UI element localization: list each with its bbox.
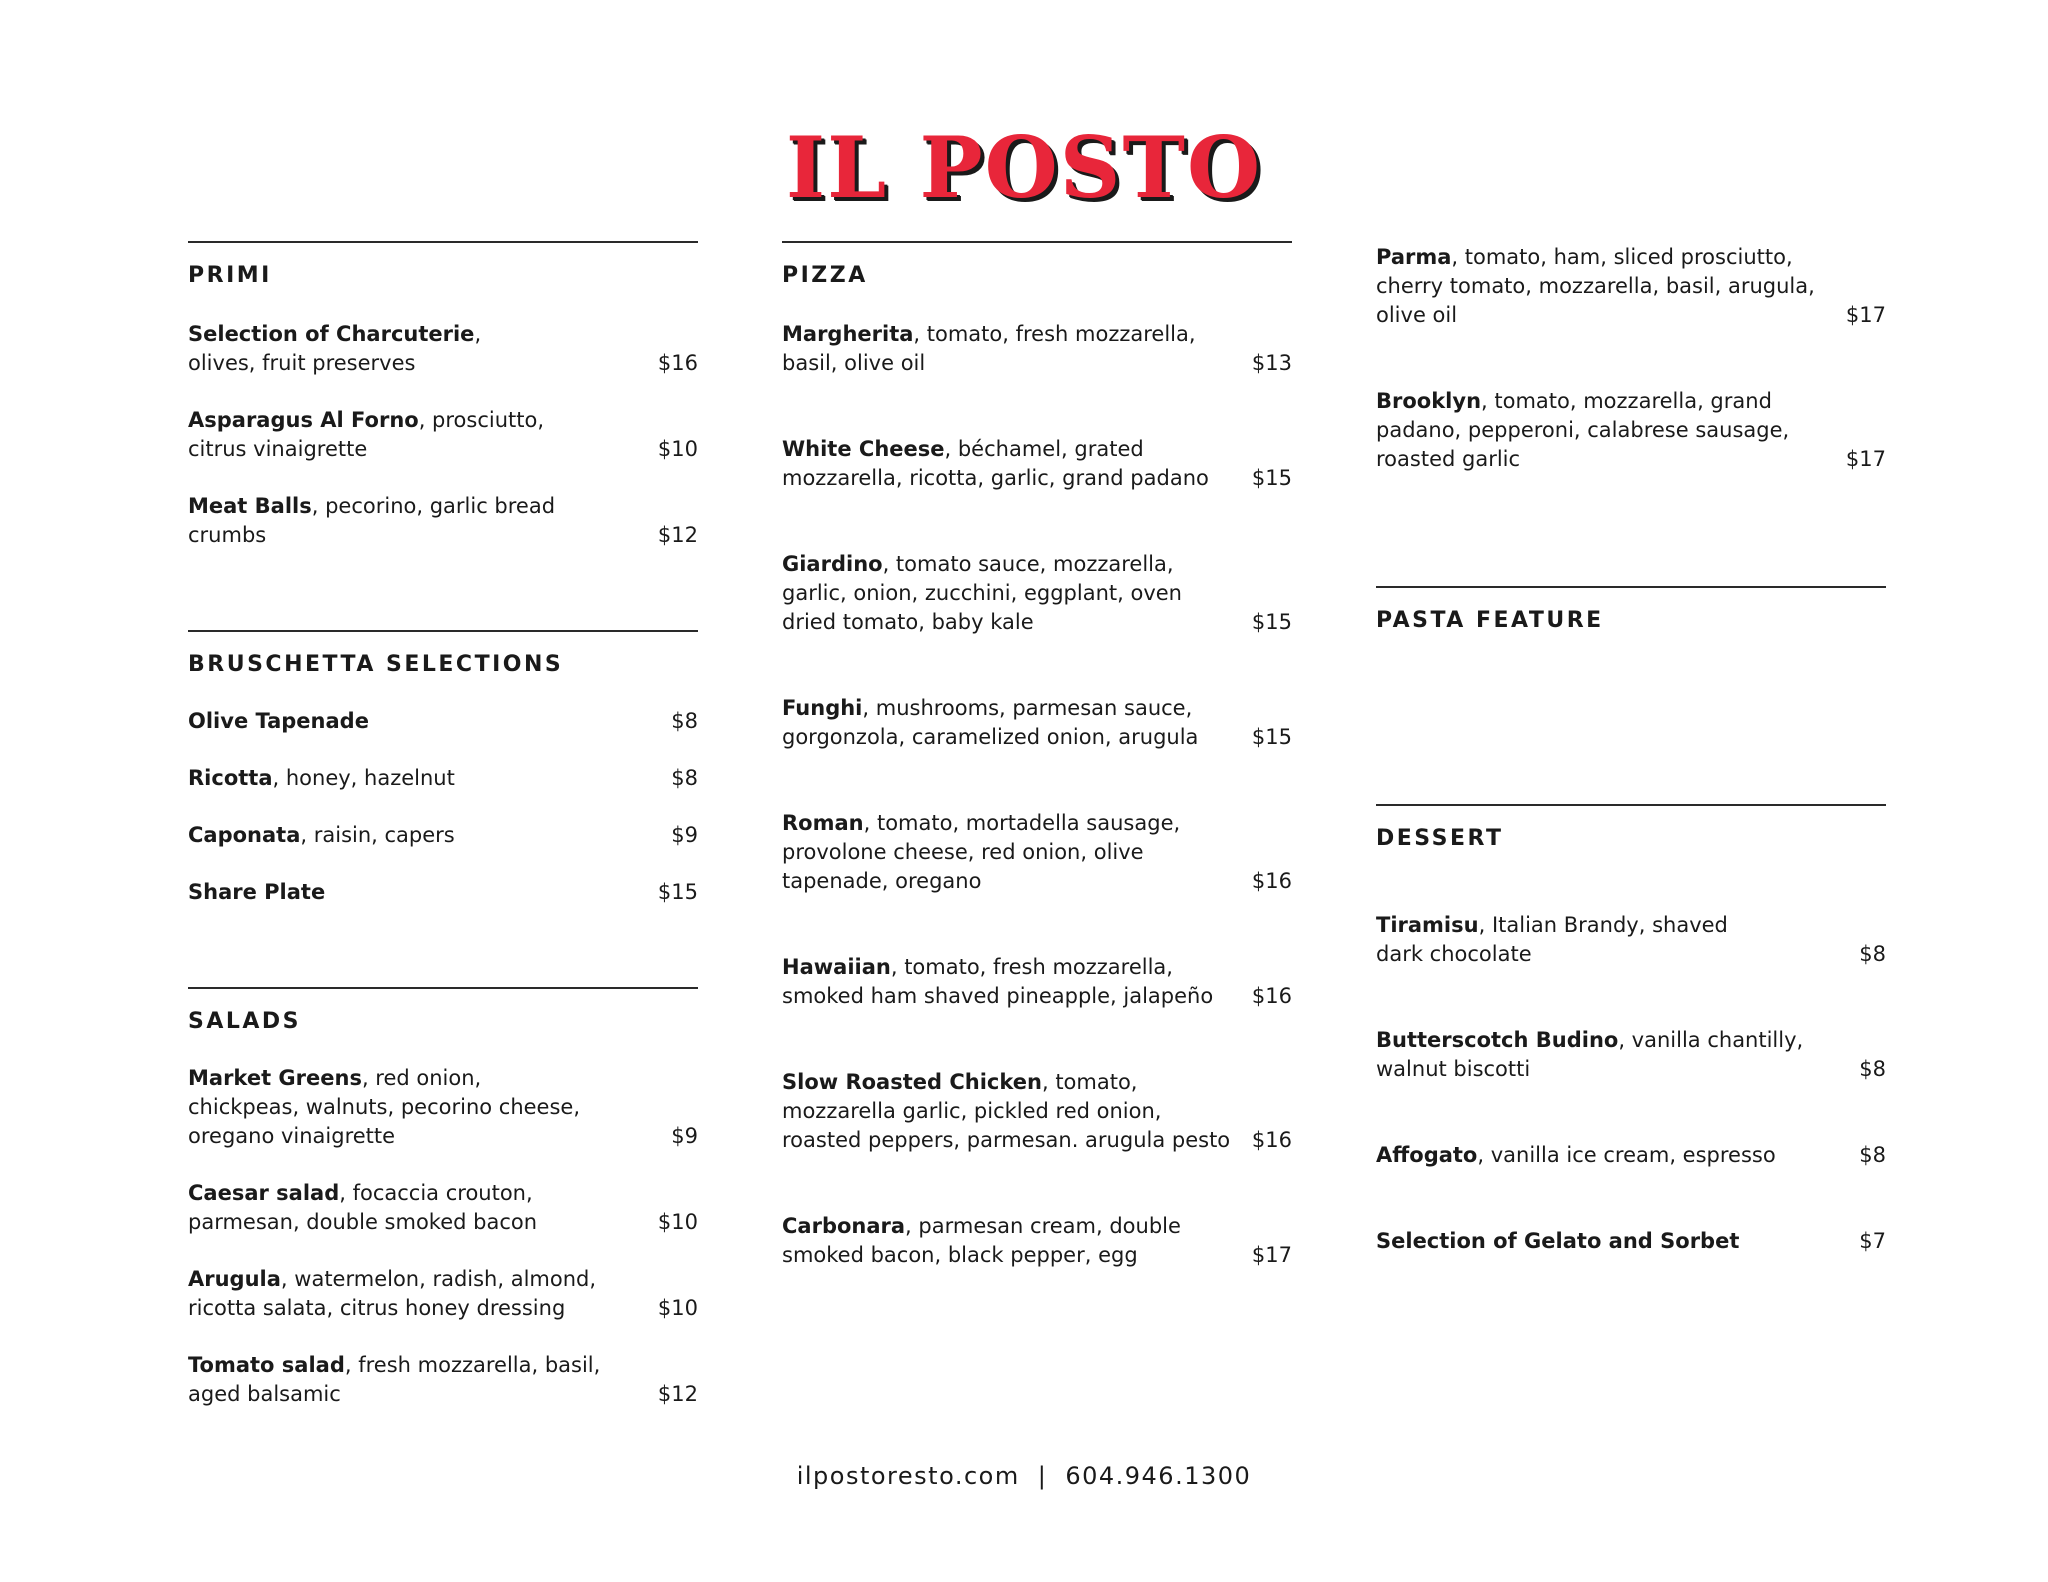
menu-item [188,1179,698,1237]
phone-number[interactable]: 604.946.1300 [1065,1462,1252,1490]
section-divider [188,630,698,632]
item-name: Giardino [782,552,883,576]
section-title-pasta-feature: PASTA FEATURE [1376,608,1604,633]
menu-item [1376,1227,1886,1256]
item-price: $15 [657,880,698,904]
item-name: Selection of Gelato and Sorbet [1376,1229,1740,1253]
item-price: $17 [1251,1243,1292,1267]
item-name: Olive Tapenade [188,709,369,733]
item-description: , olives, fruit preserves [188,322,482,375]
menu-item [782,809,1292,896]
section-divider [188,241,698,243]
item-price: $9 [671,823,698,847]
menu-item [188,821,698,850]
item-description: , Italian Brandy, shaved dark chocolate [1376,913,1728,966]
item-description: , tomato sauce, mozzarella, garlic, onion, zucchini, eggplant, oven dried tomato, baby kale [782,552,1182,634]
item-price: $15 [1251,466,1292,490]
item-price: $12 [657,1382,698,1406]
item-description: , honey, hazelnut [272,766,455,790]
menu-item [188,707,698,736]
section-divider [188,987,698,989]
item-price: $10 [657,1296,698,1320]
item-price: $16 [1251,1128,1292,1152]
menu-item [1376,387,1886,474]
section-divider [1376,586,1886,588]
menu-item [782,694,1292,752]
item-price: $8 [671,709,698,733]
menu-item [188,1351,698,1409]
menu-item [782,1212,1292,1270]
item-description: , tomato, fresh mozzarella, smoked ham shaved pineapple, jalapeño [782,955,1214,1008]
item-name: Carbonara [782,1214,906,1238]
website-link[interactable]: ilpostoresto.com [796,1462,1020,1490]
item-price: $9 [671,1124,698,1148]
item-name: Caponata [188,823,301,847]
footer-separator: | [1037,1462,1048,1490]
item-price: $13 [1251,351,1292,375]
item-price: $16 [657,351,698,375]
item-price: $17 [1845,447,1886,471]
section-divider [782,241,1292,243]
item-name: White Cheese [782,437,945,461]
menu-item [188,320,698,378]
item-price: $8 [1859,1143,1886,1167]
menu-item [188,878,698,907]
item-description: , watermelon, radish, almond, ricotta salata, citrus honey dressing [188,1267,597,1320]
item-price: $15 [1251,610,1292,634]
item-description: , tomato, mozzarella, grand padano, pepperoni, calabrese sausage, roasted garlic [1376,389,1790,471]
item-description: , parmesan cream, double smoked bacon, black pepper, egg [782,1214,1181,1267]
restaurant-logo: IL POSTO [785,118,1263,217]
item-price: $17 [1845,303,1886,327]
item-description: , vanilla chantilly, walnut biscotti [1376,1028,1804,1081]
menu-item [188,764,698,793]
menu-item [188,406,698,464]
item-name: Hawaiian [782,955,891,979]
item-price: $7 [1859,1229,1886,1253]
item-name: Affogato [1376,1143,1478,1167]
item-name: Meat Balls [188,494,312,518]
item-price: $16 [1251,984,1292,1008]
section-title-pizza: PIZZA [782,263,868,288]
item-name: Tomato salad [188,1353,345,1377]
menu-item [782,320,1292,378]
item-description: , pecorino, garlic bread crumbs [188,494,556,547]
item-description: , focaccia crouton, parmesan, double smoked bacon [188,1181,538,1234]
footer-contact [0,1462,2048,1490]
menu-item [782,1068,1292,1155]
item-name: Selection of Charcuterie [188,322,475,346]
item-name: Asparagus Al Forno [188,408,419,432]
item-name: Roman [782,811,864,835]
item-name: Share Plate [188,880,326,904]
item-price: $8 [1859,942,1886,966]
section-title-salads: SALADS [188,1009,302,1034]
item-description: , raisin, capers [300,823,455,847]
item-name: Margherita [782,322,914,346]
section-divider [1376,804,1886,806]
menu-item [1376,911,1886,969]
item-name: Caesar salad [188,1181,340,1205]
item-name: Market Greens [188,1066,362,1090]
item-name: Funghi [782,696,863,720]
menu-item [1376,1141,1886,1170]
item-name: Slow Roasted Chicken [782,1070,1042,1094]
item-price: $10 [657,437,698,461]
section-title-bruschetta: BRUSCHETTA SELECTIONS [188,652,564,677]
menu-item [188,492,698,550]
section-title-dessert: DESSERT [1376,826,1504,851]
item-name: Butterscotch Budino [1376,1028,1619,1052]
menu-item [1376,243,1886,330]
item-price: $8 [671,766,698,790]
item-description: , tomato, ham, sliced prosciutto, cherry tomato, mozzarella, basil, arugula, olive oil [1376,245,1815,327]
menu-column-middle [782,241,1292,1270]
menu-item [1376,1026,1886,1084]
item-description: , red onion, chickpeas, walnuts, pecorino cheese, oregano vinaigrette [188,1066,581,1148]
item-description: , tomato, mortadella sausage, provolone cheese, red onion, olive tapenade, oregano [782,811,1181,893]
item-name: Brooklyn [1376,389,1482,413]
item-description: , prosciutto, citrus vinaigrette [188,408,545,461]
item-price: $12 [657,523,698,547]
menu-column-left [188,241,698,1409]
item-description: , fresh mozzarella, basil, aged balsamic [188,1353,601,1406]
item-name: Ricotta [188,766,273,790]
section-title-primi: PRIMI [188,263,272,288]
item-description: , vanilla ice cream, espresso [1477,1143,1776,1167]
item-description: , tomato, fresh mozzarella, basil, olive oil [782,322,1196,375]
item-name: Parma [1376,245,1452,269]
menu-item [782,435,1292,493]
item-description: , béchamel, grated mozzarella, ricotta, garlic, grand padano [782,437,1209,490]
item-description: , tomato, mozzarella garlic, pickled red onion, roasted peppers, parmesan. arugula pesto [782,1070,1231,1152]
item-name: Arugula [188,1267,281,1291]
item-name: Tiramisu [1376,913,1479,937]
menu-item [782,550,1292,637]
menu-column-right [1376,243,1886,1256]
item-price: $10 [657,1210,698,1234]
item-price: $16 [1251,869,1292,893]
menu-item [782,953,1292,1011]
item-price: $8 [1859,1057,1886,1081]
item-description: , mushrooms, parmesan sauce, gorgonzola, caramelized onion, arugula [782,696,1199,749]
item-price: $15 [1251,725,1292,749]
menu-item [188,1265,698,1323]
menu-item [188,1064,698,1151]
